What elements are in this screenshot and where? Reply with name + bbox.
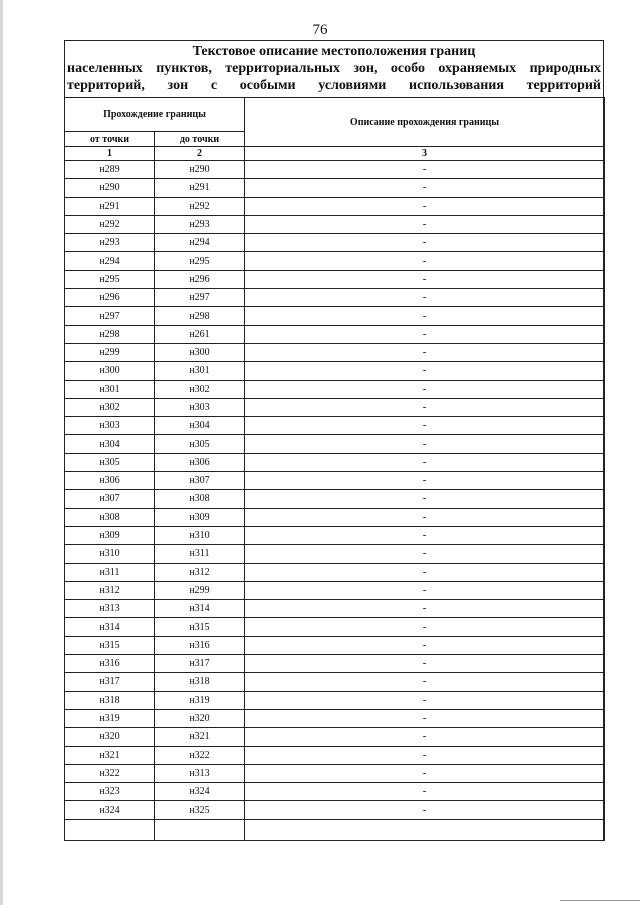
cell-description: - (245, 343, 605, 361)
cell-from: н301 (65, 380, 155, 398)
table-row (65, 252, 605, 270)
cell-from: н310 (65, 545, 155, 563)
table-row (65, 801, 605, 819)
table-row (65, 380, 605, 398)
cell-from: н296 (65, 289, 155, 307)
cell-to: н301 (155, 362, 245, 380)
table-row (65, 545, 605, 563)
empty-cell (245, 819, 605, 840)
cell-from: н306 (65, 472, 155, 490)
table-row (65, 746, 605, 764)
cell-to: н295 (155, 252, 245, 270)
table-body (65, 161, 605, 841)
cell-from: н321 (65, 746, 155, 764)
cell-to: н318 (155, 673, 245, 691)
table-row (65, 270, 605, 288)
cell-to: н324 (155, 783, 245, 801)
cell-from: н293 (65, 234, 155, 252)
cell-description: - (245, 563, 605, 581)
cell-description: - (245, 435, 605, 453)
cell-to: н311 (155, 545, 245, 563)
cell-to: н294 (155, 234, 245, 252)
cell-description: - (245, 417, 605, 435)
cell-description: - (245, 472, 605, 490)
scan-edge (0, 0, 3, 905)
table-row (65, 161, 605, 179)
cell-from: н302 (65, 398, 155, 416)
empty-row (65, 819, 605, 840)
cell-from: н307 (65, 490, 155, 508)
boundary-table (64, 97, 605, 841)
cell-description: - (245, 197, 605, 215)
cell-description: - (245, 655, 605, 673)
cell-to: н321 (155, 728, 245, 746)
cell-description: - (245, 764, 605, 782)
cell-to: н291 (155, 179, 245, 197)
cell-from: н323 (65, 783, 155, 801)
cell-from: н315 (65, 636, 155, 654)
cell-description: - (245, 526, 605, 544)
cell-to: н325 (155, 801, 245, 819)
cell-description: - (245, 398, 605, 416)
cell-to: н310 (155, 526, 245, 544)
table-row (65, 197, 605, 215)
cell-description: - (245, 709, 605, 727)
table-row (65, 709, 605, 727)
table-row (65, 526, 605, 544)
table-row (65, 362, 605, 380)
cell-to: н314 (155, 600, 245, 618)
cell-from: н320 (65, 728, 155, 746)
cell-to: н296 (155, 270, 245, 288)
cell-from: н317 (65, 673, 155, 691)
cell-description: - (245, 508, 605, 526)
cell-description: - (245, 270, 605, 288)
cell-to: н293 (155, 215, 245, 233)
cell-from: н289 (65, 161, 155, 179)
cell-from: н295 (65, 270, 155, 288)
cell-description: - (245, 691, 605, 709)
cell-to: н299 (155, 581, 245, 599)
empty-cell (155, 819, 245, 840)
table-row (65, 783, 605, 801)
cell-from: н300 (65, 362, 155, 380)
cell-to: н305 (155, 435, 245, 453)
cell-description: - (245, 746, 605, 764)
cell-to: н304 (155, 417, 245, 435)
cell-description: - (245, 728, 605, 746)
page-number: 76 (312, 22, 328, 38)
cell-from: н305 (65, 453, 155, 471)
cell-from: н311 (65, 563, 155, 581)
table-row (65, 508, 605, 526)
document-title (65, 41, 603, 98)
cell-from: н290 (65, 179, 155, 197)
cell-from: н292 (65, 215, 155, 233)
header-col-2: 2 (155, 147, 245, 161)
title-line-1: Текстовое описание местоположения границ (192, 44, 476, 59)
empty-cell (65, 819, 155, 840)
cell-to: н261 (155, 325, 245, 343)
table-row (65, 600, 605, 618)
cell-description: - (245, 307, 605, 325)
cell-to: н320 (155, 709, 245, 727)
table-row (65, 234, 605, 252)
table-row (65, 764, 605, 782)
cell-from: н322 (65, 764, 155, 782)
cell-description: - (245, 783, 605, 801)
cell-from: н291 (65, 197, 155, 215)
cell-to: н322 (155, 746, 245, 764)
cell-from: н303 (65, 417, 155, 435)
header-to: до точки (155, 132, 245, 147)
cell-description: - (245, 490, 605, 508)
cell-to: н303 (155, 398, 245, 416)
table-row (65, 673, 605, 691)
cell-to: н290 (155, 161, 245, 179)
cell-to: н292 (155, 197, 245, 215)
cell-to: н302 (155, 380, 245, 398)
cell-description: - (245, 545, 605, 563)
cell-description: - (245, 618, 605, 636)
cell-from: н308 (65, 508, 155, 526)
cell-description: - (245, 215, 605, 233)
header-passage: Прохождение границы (65, 98, 245, 132)
header-from: от точки (65, 132, 155, 147)
table-row (65, 563, 605, 581)
cell-to: н308 (155, 490, 245, 508)
cell-description: - (245, 801, 605, 819)
cell-from: н298 (65, 325, 155, 343)
cell-from: н324 (65, 801, 155, 819)
cell-to: н307 (155, 472, 245, 490)
cell-from: н314 (65, 618, 155, 636)
cell-to: н315 (155, 618, 245, 636)
cell-from: н313 (65, 600, 155, 618)
cell-from: н294 (65, 252, 155, 270)
cell-description: - (245, 581, 605, 599)
cell-to: н306 (155, 453, 245, 471)
cell-to: н309 (155, 508, 245, 526)
table-row (65, 581, 605, 599)
cell-from: н312 (65, 581, 155, 599)
cell-from: н318 (65, 691, 155, 709)
table-row (65, 343, 605, 361)
table-row (65, 417, 605, 435)
cell-to: н300 (155, 343, 245, 361)
table-row (65, 453, 605, 471)
cell-from: н316 (65, 655, 155, 673)
cell-to: н297 (155, 289, 245, 307)
cell-description: - (245, 380, 605, 398)
title-line-3: территорий, зон с особыми условиями использования территорий (67, 78, 601, 93)
table-row (65, 655, 605, 673)
table-row (65, 325, 605, 343)
table-row (65, 179, 605, 197)
table-row (65, 636, 605, 654)
cell-description: - (245, 179, 605, 197)
cell-to: н312 (155, 563, 245, 581)
table-row (65, 472, 605, 490)
cell-description: - (245, 636, 605, 654)
table-row (65, 289, 605, 307)
table-row (65, 307, 605, 325)
cell-to: н316 (155, 636, 245, 654)
document-frame (64, 40, 604, 841)
header-description: Описание прохождения границы (245, 98, 605, 147)
cell-description: - (245, 289, 605, 307)
cell-description: - (245, 673, 605, 691)
table-row (65, 728, 605, 746)
scan-mark (560, 900, 640, 901)
cell-from: н309 (65, 526, 155, 544)
cell-from: н304 (65, 435, 155, 453)
table-row (65, 435, 605, 453)
cell-to: н313 (155, 764, 245, 782)
cell-to: н319 (155, 691, 245, 709)
cell-description: - (245, 252, 605, 270)
cell-description: - (245, 600, 605, 618)
table-row (65, 691, 605, 709)
header-col-3: 3 (245, 147, 605, 161)
table-row (65, 490, 605, 508)
table-row (65, 215, 605, 233)
table-row (65, 398, 605, 416)
cell-description: - (245, 161, 605, 179)
cell-from: н319 (65, 709, 155, 727)
table-row (65, 618, 605, 636)
cell-description: - (245, 325, 605, 343)
cell-description: - (245, 453, 605, 471)
cell-from: н297 (65, 307, 155, 325)
cell-to: н317 (155, 655, 245, 673)
cell-description: - (245, 234, 605, 252)
cell-to: н298 (155, 307, 245, 325)
cell-from: н299 (65, 343, 155, 361)
header-col-1: 1 (65, 147, 155, 161)
title-line-2: населенных пунктов, территориальных зон, особо охраняемых природных (67, 61, 601, 76)
cell-description: - (245, 362, 605, 380)
